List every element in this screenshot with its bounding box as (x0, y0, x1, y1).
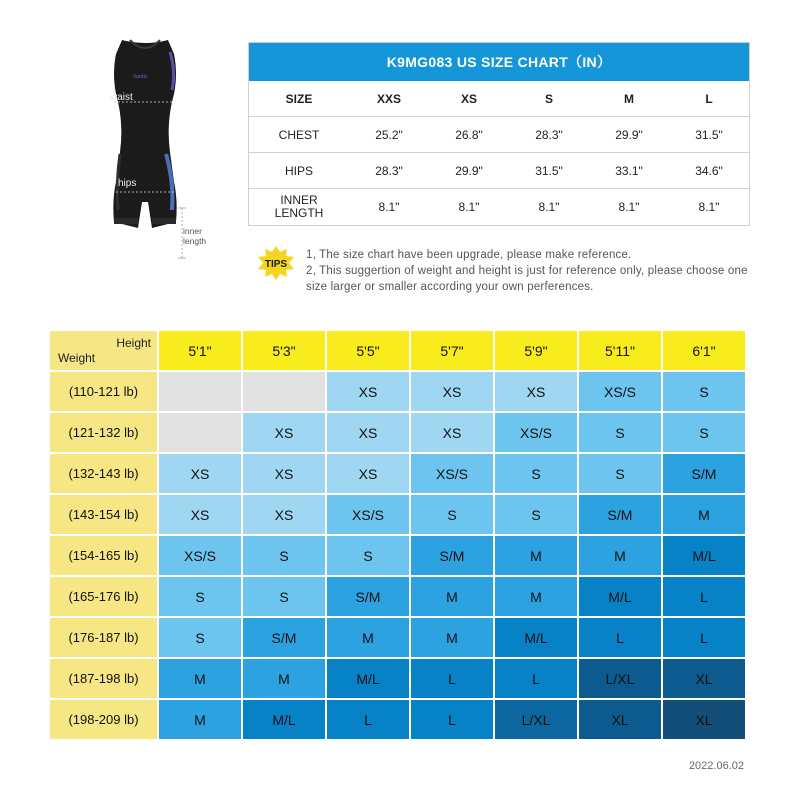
measurement-value: 29.9" (589, 117, 669, 153)
size-recommendation-cell: M (495, 577, 577, 616)
size-recommendation-cell: L (411, 659, 493, 698)
us-size-chart (248, 42, 750, 226)
hips-label: hips (118, 178, 137, 189)
size-recommendation-cell: XL (663, 659, 745, 698)
size-recommendation-cell: S (243, 577, 325, 616)
chart-date: 2022.06.02 (688, 760, 744, 772)
size-recommendation-cell: XS (411, 413, 493, 452)
size-recommendation-cell: M (495, 536, 577, 575)
size-recommendation-cell: M (579, 536, 661, 575)
size-recommendation-cell: XS/S (159, 536, 241, 575)
size-recommendation-cell: S (579, 413, 661, 452)
size-recommendation-cell: XS/S (579, 372, 661, 411)
size-recommendation-cell: L (411, 700, 493, 739)
us-size-table (249, 81, 749, 225)
size-recommendation-cell (159, 372, 241, 411)
size-recommendation-cell: XS/S (327, 495, 409, 534)
measurement-value: 8.1" (538, 199, 560, 214)
measurement-value: 25.2" (349, 117, 429, 153)
tip-line-1: 1, The size chart have been upgrade, please make reference. (306, 249, 632, 261)
height-header: 6'1" (663, 331, 745, 370)
size-recommendation-cell: XS (327, 454, 409, 493)
measurement-value: 28.3" (509, 117, 589, 153)
size-recommendation-cell: M (159, 659, 241, 698)
size-recommendation-cell: M (243, 659, 325, 698)
measurement-value: 8.1" (378, 199, 400, 214)
size-header: SIZE (249, 81, 349, 117)
measurement-label: CHEST (249, 117, 349, 153)
height-header: 5'5" (327, 331, 409, 370)
measurement-value: 26.8" (429, 117, 509, 153)
height-header: 5'3" (243, 331, 325, 370)
product-image (70, 32, 220, 262)
measurement-value: 28.3" (349, 153, 429, 189)
size-recommendation-cell: L (663, 618, 745, 657)
size-recommendation-cell: M/L (243, 700, 325, 739)
waist-label: waist (110, 92, 133, 103)
inner-length-label: inner length (183, 226, 207, 246)
weight-label: (121-132 lb) (50, 413, 157, 452)
size-recommendation-cell: XS (327, 413, 409, 452)
size-column-header: L (669, 81, 749, 117)
size-recommendation-cell: M (411, 618, 493, 657)
size-column-header: XS (429, 81, 509, 117)
tips-text (306, 247, 756, 295)
size-recommendation-cell: S/M (579, 495, 661, 534)
measurement-value: 8.1" (698, 199, 720, 214)
table-corner (50, 331, 157, 370)
size-recommendation-cell: M/L (327, 659, 409, 698)
height-header: 5'7" (411, 331, 493, 370)
weight-label: (132-143 lb) (50, 454, 157, 493)
tips-badge-text: TIPS (264, 259, 288, 270)
size-recommendation-cell: S/M (327, 577, 409, 616)
size-recommendation-cell: L (579, 618, 661, 657)
size-recommendation-cell: L (663, 577, 745, 616)
tips-burst-icon (256, 246, 296, 280)
measurement-value: 33.1" (589, 153, 669, 189)
tip-line-2: 2, This suggertion of weight and height is just for reference only, please choose one size larger or smaller according your own perferences. (306, 265, 748, 293)
size-recommendation-cell: S (159, 618, 241, 657)
size-recommendation-cell: S/M (663, 454, 745, 493)
height-header: 5'1" (159, 331, 241, 370)
size-recommendation-cell: L/XL (579, 659, 661, 698)
corner-weight-label: Weight (58, 351, 96, 365)
size-recommendation-cell: XS (411, 372, 493, 411)
size-column-header: M (589, 81, 669, 117)
size-recommendation-cell: S/M (243, 618, 325, 657)
weight-label: (187-198 lb) (50, 659, 157, 698)
size-recommendation-cell (159, 413, 241, 452)
size-recommendation-cell: XS/S (495, 413, 577, 452)
weight-label: (176-187 lb) (50, 618, 157, 657)
size-recommendation-cell: S (327, 536, 409, 575)
size-recommendation-cell (243, 372, 325, 411)
size-recommendation-cell: XS (495, 372, 577, 411)
measurement-value: 8.1" (618, 199, 640, 214)
size-column-header: S (509, 81, 589, 117)
size-recommendation-cell: S (579, 454, 661, 493)
measurement-label: INNER LENGTH (274, 193, 324, 220)
weight-label: (143-154 lb) (50, 495, 157, 534)
weight-label: (110-121 lb) (50, 372, 157, 411)
measurement-value: 34.6" (669, 153, 749, 189)
size-recommendation-cell: XL (579, 700, 661, 739)
size-recommendation-cell: M (159, 700, 241, 739)
size-recommendation-cell: L (495, 659, 577, 698)
size-column-header: XXS (349, 81, 429, 117)
measurement-value: 31.5" (509, 153, 589, 189)
size-recommendation-cell: XS/S (411, 454, 493, 493)
size-recommendation-cell: S (159, 577, 241, 616)
weight-label: (198-209 lb) (50, 700, 157, 739)
height-header: 5'9" (495, 331, 577, 370)
measurement-value: 8.1" (458, 199, 480, 214)
measurement-value: 29.9" (429, 153, 509, 189)
size-recommendation-cell: S (495, 454, 577, 493)
size-recommendation-cell: L/XL (495, 700, 577, 739)
size-recommendation-table (50, 331, 745, 739)
corner-height-label: Height (116, 336, 151, 350)
size-recommendation-cell: S (411, 495, 493, 534)
weight-label: (154-165 lb) (50, 536, 157, 575)
size-recommendation-cell: M/L (579, 577, 661, 616)
size-recommendation-cell: M/L (495, 618, 577, 657)
size-recommendation-cell: S (495, 495, 577, 534)
size-recommendation-cell: XL (663, 700, 745, 739)
size-recommendation-cell: M (327, 618, 409, 657)
us-size-chart-title: K9MG083 US SIZE CHART（IN） (249, 43, 749, 81)
size-recommendation-cell: L (327, 700, 409, 739)
size-recommendation-cell: XS (243, 495, 325, 534)
size-recommendation-cell: M/L (663, 536, 745, 575)
height-header: 5'11" (579, 331, 661, 370)
size-recommendation-cell: S (663, 372, 745, 411)
size-recommendation-cell: S (663, 413, 745, 452)
size-recommendation-cell: S/M (411, 536, 493, 575)
size-recommendation-cell: XS (243, 413, 325, 452)
size-recommendation-cell: M (663, 495, 745, 534)
size-recommendation-cell: XS (159, 495, 241, 534)
weight-label: (165-176 lb) (50, 577, 157, 616)
size-recommendation-cell: M (411, 577, 493, 616)
size-recommendation-cell: XS (243, 454, 325, 493)
svg-text:Santic: Santic (133, 74, 148, 80)
size-recommendation-cell: S (243, 536, 325, 575)
size-recommendation-cell: XS (327, 372, 409, 411)
measurement-value: 31.5" (669, 117, 749, 153)
measurement-label: HIPS (249, 153, 349, 189)
size-recommendation-cell: XS (159, 454, 241, 493)
tips-badge (256, 246, 296, 280)
